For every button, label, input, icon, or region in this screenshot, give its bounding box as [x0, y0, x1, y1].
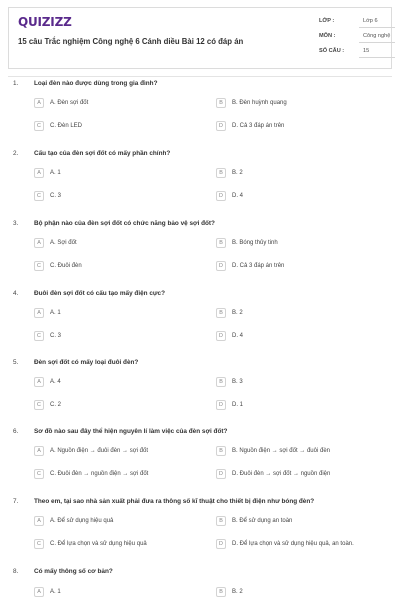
option-letter-box: C	[34, 469, 44, 479]
question-1	[0, 80, 400, 140]
question-number: 5.	[13, 359, 19, 366]
question-number: 3.	[13, 220, 19, 227]
meta-count-underline	[359, 57, 395, 58]
question-6	[0, 428, 400, 488]
option-d[interactable]	[216, 331, 381, 343]
option-d[interactable]	[216, 400, 381, 412]
option-letter-box: C	[34, 331, 44, 341]
option-text: A. 1	[50, 309, 61, 316]
option-letter-box: C	[34, 191, 44, 201]
option-letter-box: B	[216, 587, 226, 597]
header-divider	[8, 76, 392, 77]
option-c[interactable]	[34, 261, 199, 273]
option-a[interactable]	[34, 587, 199, 599]
option-b[interactable]	[216, 516, 381, 528]
option-d[interactable]	[216, 261, 381, 273]
question-text: Có mấy thông số cơ bản?	[34, 568, 113, 575]
question-number: 8.	[13, 568, 19, 575]
option-letter-box: A	[34, 98, 44, 108]
option-a[interactable]	[34, 516, 199, 528]
option-b[interactable]	[216, 168, 381, 180]
question-text: Đuôi đèn sợi đốt có cấu tạo mấy điện cực?	[34, 290, 165, 297]
question-text: Đèn sợi đốt có mấy loại đuôi đèn?	[34, 359, 139, 366]
option-letter-box: A	[34, 587, 44, 597]
option-d[interactable]	[216, 121, 381, 133]
option-letter-box: D	[216, 400, 226, 410]
option-text: B. Để sử dụng an toàn	[232, 517, 293, 524]
option-text: C. Để lựa chọn và sử dụng hiệu quả	[50, 540, 147, 547]
option-c[interactable]	[34, 469, 199, 481]
question-8	[0, 568, 400, 600]
question-3	[0, 220, 400, 280]
option-text: C. Đuôi đèn	[50, 262, 82, 269]
option-text: A. Để sử dụng hiệu quả	[50, 517, 114, 524]
option-text: A. 4	[50, 378, 61, 385]
option-letter-box: B	[216, 98, 226, 108]
option-text: B. Đèn huỳnh quang	[232, 99, 287, 106]
worksheet-title: 15 câu Trắc nghiệm Công nghệ 6 Cánh diều Bài 12 có đáp án	[18, 37, 244, 46]
option-letter-box: C	[34, 121, 44, 131]
option-c[interactable]	[34, 331, 199, 343]
quizizz-logo: QUIZIZZ	[18, 15, 72, 29]
option-letter-box: B	[216, 446, 226, 456]
option-b[interactable]	[216, 587, 381, 599]
option-text: D. Đuôi đèn → sợi đốt → nguồn điện	[232, 470, 331, 477]
question-text: Theo em, tại sao nhà sản xuất phải đưa ra thông số kĩ thuật cho thiết bị điện như bóng đèn?	[34, 498, 315, 505]
question-4	[0, 290, 400, 350]
option-text: D. Cả 3 đáp án trên	[232, 122, 285, 129]
option-d[interactable]	[216, 191, 381, 203]
meta-count-label: SỐ CÂU :	[319, 48, 345, 54]
question-text: Cấu tạo của đèn sợi đốt có mấy phần chính?	[34, 150, 171, 157]
question-number: 7.	[13, 498, 19, 505]
option-letter-box: B	[216, 238, 226, 248]
option-text: B. 2	[232, 309, 243, 316]
option-text: D. Cả 3 đáp án trên	[232, 262, 285, 269]
option-text: C. 3	[50, 332, 62, 339]
option-letter-box: D	[216, 261, 226, 271]
option-text: D. 1	[232, 401, 244, 408]
option-d[interactable]	[216, 539, 381, 551]
question-number: 1.	[13, 80, 19, 87]
option-letter-box: A	[34, 168, 44, 178]
question-number: 4.	[13, 290, 19, 297]
question-text: Loại đèn nào được dùng trong gia đình?	[34, 80, 158, 87]
option-letter-box: B	[216, 168, 226, 178]
option-text: B. 3	[232, 378, 243, 385]
question-5	[0, 359, 400, 419]
option-letter-box: D	[216, 191, 226, 201]
option-a[interactable]	[34, 308, 199, 320]
option-text: C. Đuôi đèn → nguồn điện → sợi đốt	[50, 470, 149, 477]
option-b[interactable]	[216, 446, 381, 458]
option-letter-box: D	[216, 469, 226, 479]
meta-grade-label: LỚP :	[319, 18, 335, 24]
option-letter-box: A	[34, 308, 44, 318]
option-text: A. Đèn sợi đốt	[50, 99, 89, 106]
option-a[interactable]	[34, 238, 199, 250]
option-b[interactable]	[216, 238, 381, 250]
option-letter-box: A	[34, 238, 44, 248]
option-letter-box: A	[34, 446, 44, 456]
option-c[interactable]	[34, 121, 199, 133]
meta-grade-underline	[359, 27, 395, 28]
option-text: B. Nguồn điện → sợi đốt → đuôi đèn	[232, 447, 330, 454]
option-letter-box: D	[216, 539, 226, 549]
option-letter-box: C	[34, 400, 44, 410]
worksheet-header	[8, 7, 392, 69]
option-text: B. Bóng thủy tinh	[232, 239, 278, 246]
question-number: 2.	[13, 150, 19, 157]
option-text: A. 1	[50, 588, 61, 595]
question-text: Bộ phận nào của đèn sợi đốt có chức năng bảo vệ sợi đốt?	[34, 220, 215, 227]
option-d[interactable]	[216, 469, 381, 481]
option-letter-box: B	[216, 377, 226, 387]
option-b[interactable]	[216, 377, 381, 389]
option-a[interactable]	[34, 98, 199, 110]
option-text: C. 2	[50, 401, 62, 408]
option-a[interactable]	[34, 446, 199, 458]
question-7	[0, 498, 400, 558]
option-c[interactable]	[34, 191, 199, 203]
option-text: D. 4	[232, 332, 244, 339]
option-c[interactable]	[34, 400, 199, 412]
option-text: B. 2	[232, 588, 243, 595]
option-letter-box: A	[34, 377, 44, 387]
option-text: C. Đèn LED	[50, 122, 83, 129]
meta-grade	[319, 16, 399, 29]
option-b[interactable]	[216, 98, 381, 110]
option-letter-box: C	[34, 261, 44, 271]
option-letter-box: C	[34, 539, 44, 549]
option-letter-box: A	[34, 516, 44, 526]
option-letter-box: B	[216, 308, 226, 318]
meta-grade-value: Lớp 6	[363, 18, 378, 24]
option-a[interactable]	[34, 377, 199, 389]
option-text: D. Để lựa chọn và sử dụng hiệu quả, an toàn.	[232, 540, 354, 547]
question-2	[0, 150, 400, 210]
option-letter-box: B	[216, 516, 226, 526]
question-number: 6.	[13, 428, 19, 435]
meta-count-value: 15	[363, 48, 370, 54]
meta-subject-label: MÔN :	[319, 33, 336, 39]
meta-subject	[319, 31, 399, 44]
option-text: D. 4	[232, 192, 244, 199]
option-text: A. 1	[50, 169, 61, 176]
option-text: C. 3	[50, 192, 62, 199]
option-text: A. Nguồn điện → đuôi đèn → sợi đốt	[50, 447, 148, 454]
question-text: Sơ đồ nào sau đây thể hiện nguyên lí làm việc của đèn sợi đốt?	[34, 428, 228, 435]
option-text: A. Sợi đốt	[50, 239, 77, 246]
option-letter-box: D	[216, 331, 226, 341]
option-c[interactable]	[34, 539, 199, 551]
option-a[interactable]	[34, 168, 199, 180]
meta-subject-value: Công nghệ	[363, 33, 391, 39]
option-letter-box: D	[216, 121, 226, 131]
meta-subject-underline	[359, 42, 395, 43]
option-text: B. 2	[232, 169, 243, 176]
meta-count	[319, 46, 399, 59]
option-b[interactable]	[216, 308, 381, 320]
